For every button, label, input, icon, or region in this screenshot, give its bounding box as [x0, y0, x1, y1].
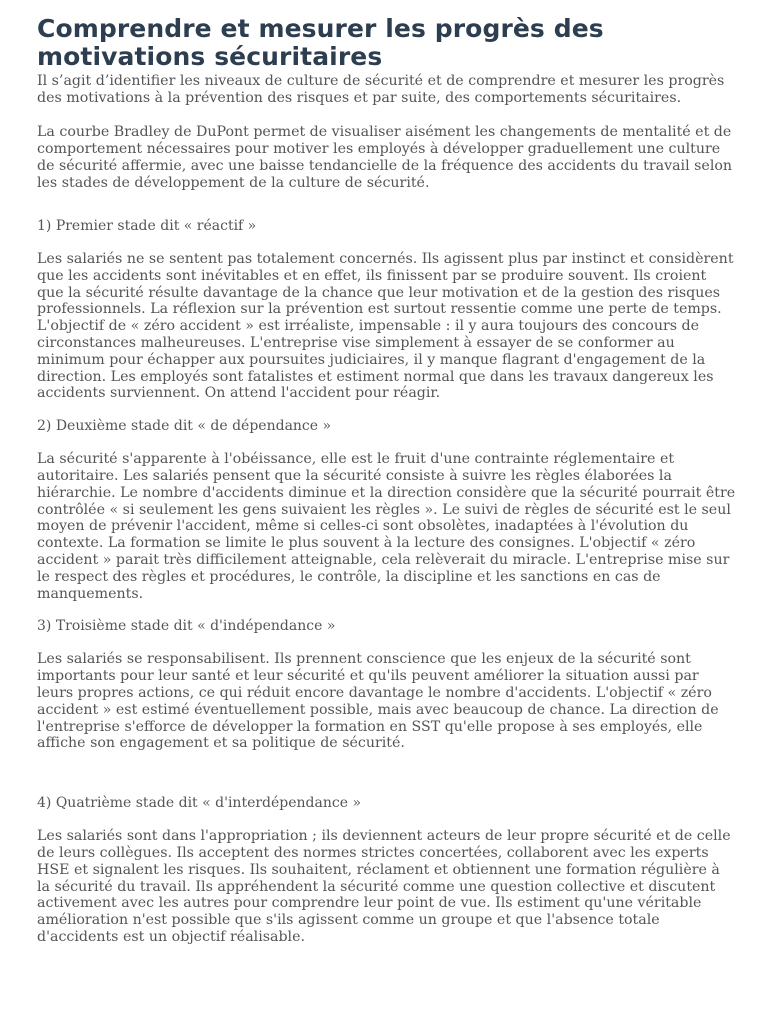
- stage-section-3: [37, 618, 737, 752]
- stage-body: Les salariés sont dans l'appropriation ; ils deviennent acteurs de leur propre sécurité et de celle de leurs collègues. Ils acceptent des normes strictes concertées, collaborent avec les experts HSE et signalent les risques. Ils souhaitent, réclament et obtiennent une formation régulière à la sécurité du travail. Ils appréhendent la sécurité comme une question collective et discutent activement avec les autres pour comprendre leur point de vue. Ils estiment qu'une véritable amélioration n'est possible que s'ils agissent comme un groupe et que l'absence totale d'accidents est un objectif réalisable.: [37, 828, 731, 945]
- stage-title: 3) Troisième stade dit « d'indépendance »: [37, 618, 336, 635]
- stage-section-4: [37, 795, 737, 946]
- page-title: Comprendre et mesurer les progrès des motivations sécuritaires: [37, 14, 604, 71]
- stage-body: Les salariés ne se sentent pas totalement concernés. Ils agissent plus par instinct et considèrent que les accidents sont inévitables et en effet, ils finissent par se produire souvent. Ils croient que la sécurité résulte davantage de la chance que leur motivation et de la gestion des risques professionnels. La réflexion sur la prévention est surtout ressentie comme une perte de temps. L'objectif de « zéro accident » est irréaliste, impensable : il y aura toujours des concours de circonstances malheureuses. L'entreprise vise simplement à essayer de se conformer au minimum pour échapper aux poursuites judiciaires, il y manque flagrant d'engagement de la direction. Les employés sont fatalistes et estiment normal que dans les travaux dangereux les accidents surviennent. On attend l'accident pour réagir.: [37, 251, 734, 402]
- stage-section-2: [37, 418, 737, 602]
- stage-title: 2) Deuxième stade dit « de dépendance »: [37, 418, 332, 435]
- stage-title: 4) Quatrième stade dit « d'interdépendance »: [37, 795, 362, 812]
- intro-paragraph: La courbe Bradley de DuPont permet de visualiser aisément les changements de mentalité et de comportement nécessaires pour motiver les employés à développer graduellement une culture de sécurité affermie, avec une baisse tendancielle de la fréquence des accidents du travail selon les stades de développement de la culture de sécurité.: [37, 124, 733, 191]
- stage-section-1: [37, 218, 737, 402]
- document-page: [37, 0, 737, 946]
- stage-title: 1) Premier stade dit « réactif »: [37, 218, 257, 234]
- stage-body: Les salariés se responsabilisent. Ils prennent conscience que les enjeux de la sécurité sont importants pour leur santé et leur sécurité et qu'ils peuvent améliorer la situation aussi par leurs propres actions, ce qui réduit encore davantage le nombre d'accidents. L'objectif « zéro accident » est estimé éventuellement possible, mais avec beaucoup de chance. La direction de l'entreprise s'efforce de développer la formation en SST qu'elle propose à ses employés, elle affiche son engagement et sa politique de sécurité.: [37, 651, 719, 752]
- intro-section: [37, 73, 737, 192]
- stage-body: La sécurité s'apparente à l'obéissance, elle est le fruit d'une contrainte réglementaire et autoritaire. Les salariés pensent que la sécurité consiste à suivre les règles élaborées la hiérarchie. Le nombre d'accidents diminue et la direction considère que la sécurité pourrait être contrôlée « si seulement les gens suivaient les règles ». Le suivi de règles de sécurité est le seul moyen de prévenir l'accident, même si celles-ci sont obsolètes, inadaptées à l'évolution du contexte. La formation se limite le plus souvent à la lecture des consignes. L'objectif « zéro accident » parait très difficilement atteignable, cela relèverait du miracle. L'entreprise mise sur le respect des règles et procédures, le contrôle, la discipline et les sanctions en cas de manquements.: [37, 451, 736, 602]
- intro-paragraph: Il s’agit d’identifier les niveaux de culture de sécurité et de comprendre et mesurer les progrès des motivations à la prévention des risques et par suite, des comportements sécuritaires.: [37, 73, 725, 106]
